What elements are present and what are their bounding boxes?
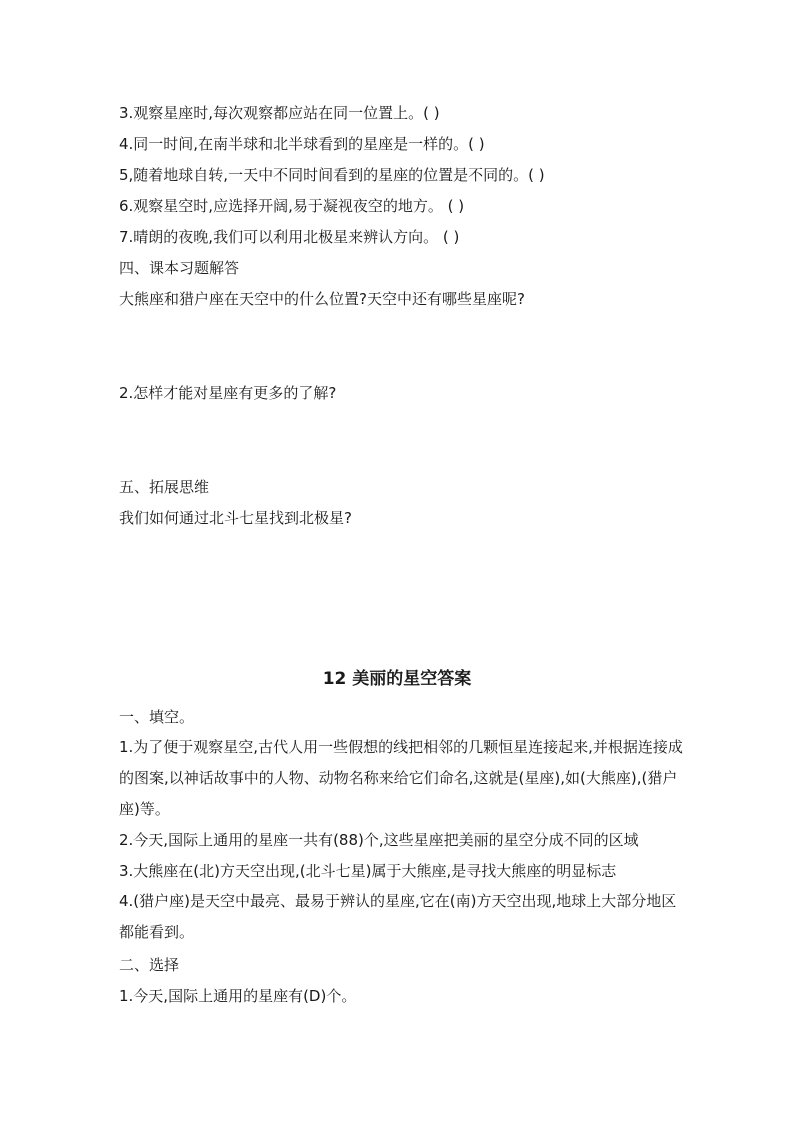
question-text: 大熊座和猎户座在天空中的什么位置?天空中还有哪些星座呢?: [119, 290, 525, 308]
answer-choice-item-1: 1.今天,国际上通用的星座有(D)个。: [119, 987, 357, 1005]
answer-fill-item-2: 2.今天,国际上通用的星座一共有(88)个,这些星座把美丽的星空分成不同的区域: [119, 831, 639, 849]
answer-fill-item-4: 4.(猎户座)是天空中最亮、最易于辨认的星座,它在(南)方天空出现,地球上大部分地区都能看到。: [119, 892, 677, 941]
judgment-item-3: 3.观察星座时,每次观察都应站在同一位置上。( ): [119, 104, 440, 122]
answer-fill-item-1: 1.为了便于观察星空,古代人用一些假想的线把相邻的几颗恒星连接起来,并根据连接成的图案,以神话故事中的人物、动物名称来给它们命名,这就是(星座),如(大熊座),(猎户座)等。: [119, 738, 683, 818]
section-heading-5: 五、拓展思维: [119, 478, 210, 496]
answer-section-heading-fill: 一、填空。: [119, 708, 195, 726]
judgment-item-5: 5,随着地球自转,一天中不同时间看到的星座的位置是不同的。( ): [119, 166, 545, 184]
answer-title: 12 美丽的星空答案: [322, 669, 472, 689]
judgment-item-6: 6.观察星空时,应选择开阔,易于凝视夜空的地方。 ( ): [119, 197, 465, 215]
judgment-item-7: 7.晴朗的夜晚,我们可以利用北极星来辨认方向。 ( ): [119, 228, 460, 246]
section-heading-4: 四、课本习题解答: [119, 259, 240, 277]
question-text: 我们如何通过北斗七星找到北极星?: [119, 509, 352, 527]
question-text: 2.怎样才能对星座有更多的了解?: [119, 384, 337, 402]
answer-fill-item-3: 3.大熊座在(北)方天空出现,(北斗七星)属于大熊座,是寻找大熊座的明显标志: [119, 862, 617, 880]
judgment-item-4: 4.同一时间,在南半球和北半球看到的星座是一样的。( ): [119, 135, 485, 153]
answer-section-heading-choice: 二、选择: [119, 956, 180, 974]
